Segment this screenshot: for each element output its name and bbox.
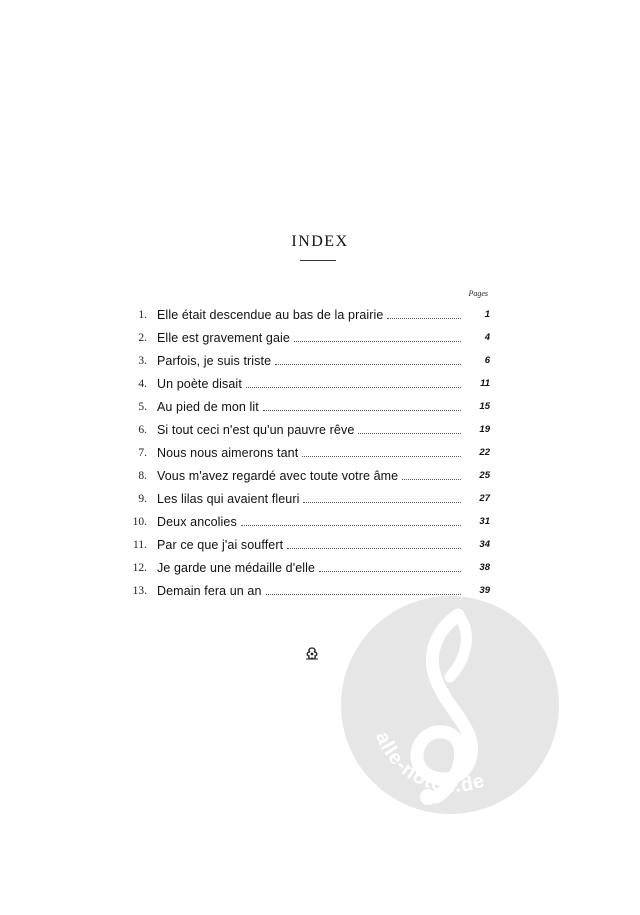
pages-column-label: Pages [468,289,488,298]
toc-entry [110,464,490,487]
dot-leader [303,502,461,503]
entry-title: Nous nous aimerons tant [157,445,299,460]
watermark-text: alle-noten.de [371,728,489,798]
title-underline [300,260,336,261]
entry-number: 9. [138,492,147,505]
entry-number: 12. [132,561,147,574]
dot-leader [241,525,461,526]
entry-number: 11. [133,538,147,551]
floral-ornament-icon [303,646,321,662]
entry-number: 1. [138,308,147,321]
toc-entry [110,326,490,349]
entry-page: 15 [479,401,490,412]
toc-entry [110,418,490,441]
entry-number: 7. [138,446,147,459]
entry-number: 2. [138,331,147,344]
entry-title: Vous m'avez regardé avec toute votre âme [157,468,399,483]
entry-page: 22 [479,447,490,458]
table-of-contents [110,303,490,602]
dot-leader [294,341,461,342]
dot-leader [387,318,461,319]
dot-leader [263,410,461,411]
toc-entry [110,487,490,510]
entry-page: 39 [479,585,490,596]
entry-title: Les lilas qui avaient fleuri [157,491,300,506]
entry-title: Parfois, je suis triste [157,353,272,368]
entry-title: Par ce que j'ai souffert [157,537,284,552]
dot-leader [319,571,461,572]
toc-entry [110,395,490,418]
entry-page: 6 [484,355,490,366]
entry-title: Je garde une médaille d'elle [157,560,316,575]
toc-entry [110,303,490,326]
toc-entry [110,556,490,579]
entry-number: 10. [132,515,147,528]
entry-title: Si tout ceci n'est qu'un pauvre rêve [157,422,355,437]
entry-number: 4. [138,377,147,390]
entry-title: Au pied de mon lit [157,399,259,414]
dot-leader [246,387,461,388]
entry-page: 1 [484,309,490,320]
entry-title: Demain fera un an [157,583,262,598]
toc-entry [110,533,490,556]
entry-title: Deux ancolies [157,514,237,529]
dot-leader [302,456,461,457]
dot-leader [275,364,461,365]
page-title: INDEX [291,233,349,250]
entry-page: 4 [484,332,490,343]
entry-page: 11 [480,378,490,389]
entry-page: 34 [479,539,490,550]
entry-title: Elle était descendue au bas de la prairie [157,307,384,322]
entry-page: 38 [479,562,490,573]
toc-entry [110,510,490,533]
entry-page: 19 [479,424,490,435]
entry-number: 5. [138,400,147,413]
watermark-logo [340,595,560,815]
toc-entry [110,441,490,464]
entry-number: 8. [138,469,147,482]
entry-number: 13. [132,584,147,597]
toc-entry [110,372,490,395]
entry-page: 25 [479,470,490,481]
dot-leader [402,479,461,480]
entry-page: 27 [479,493,490,504]
entry-page: 31 [479,516,490,527]
toc-entry [110,349,490,372]
entry-number: 3. [138,354,147,367]
entry-title: Un poète disait [157,376,242,391]
dot-leader [358,433,461,434]
entry-number: 6. [138,423,147,436]
dot-leader [287,548,461,549]
entry-title: Elle est gravement gaie [157,330,290,345]
